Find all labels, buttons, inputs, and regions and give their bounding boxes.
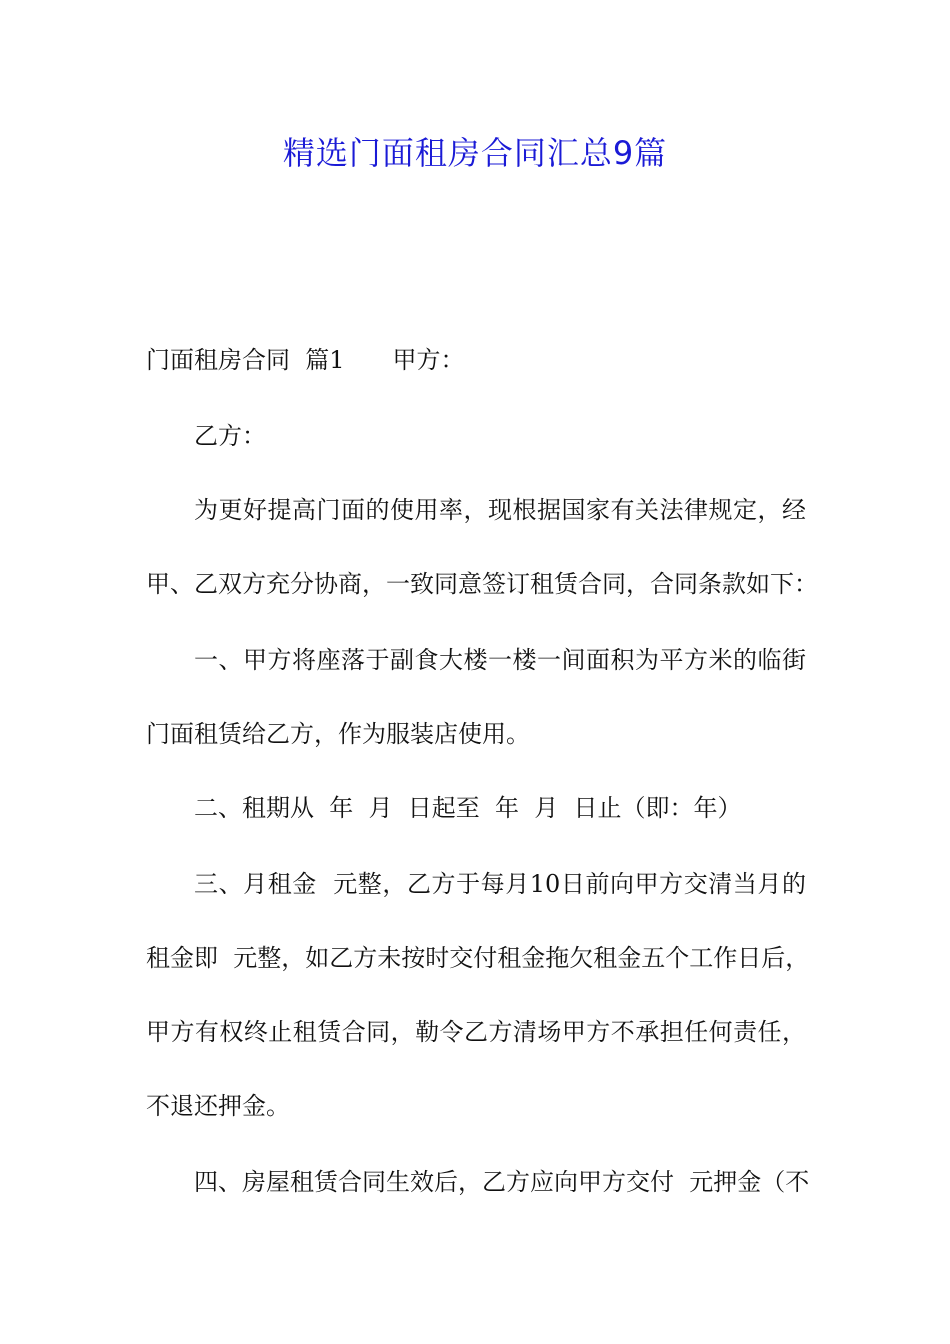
paragraph-line: 甲方有权终止租赁合同，勒令乙方清场甲方不承担任何责任， (146, 1018, 806, 1046)
party-a-label: 甲方： (392, 346, 465, 374)
document-title: 精选门面租房合同汇总9篇 (282, 134, 668, 172)
paragraph-line: 为更好提高门面的使用率，现根据国家有关法律规定，经 (194, 496, 806, 524)
contract-heading: 门面租房合同 篇1 (146, 346, 345, 374)
paragraph-line: 门面租赁给乙方，作为服装店使用。 (146, 720, 530, 748)
paragraph-line: 三、月租金 元整，乙方于每月10日前向甲方交清当月的 (194, 870, 806, 898)
paragraph-line: 甲、乙双方充分协商，一致同意签订租赁合同，合同条款如下： (146, 570, 818, 598)
contract-heading-line (146, 344, 465, 376)
paragraph-line: 四、房屋租赁合同生效后，乙方应向甲方交付 元押金（不 (194, 1168, 810, 1196)
paragraph-line: 租金即 元整，如乙方未按时交付租金拖欠租金五个工作日后， (146, 944, 810, 972)
paragraph-line: 不退还押金。 (146, 1092, 290, 1120)
paragraph-line: 二、租期从 年 月 日起至 年 月 日止（即：年） (194, 794, 742, 822)
party-b-label: 乙方： (194, 422, 266, 450)
paragraph-line: 一、甲方将座落于副食大楼一楼一间面积为平方米的临街 (194, 646, 806, 674)
